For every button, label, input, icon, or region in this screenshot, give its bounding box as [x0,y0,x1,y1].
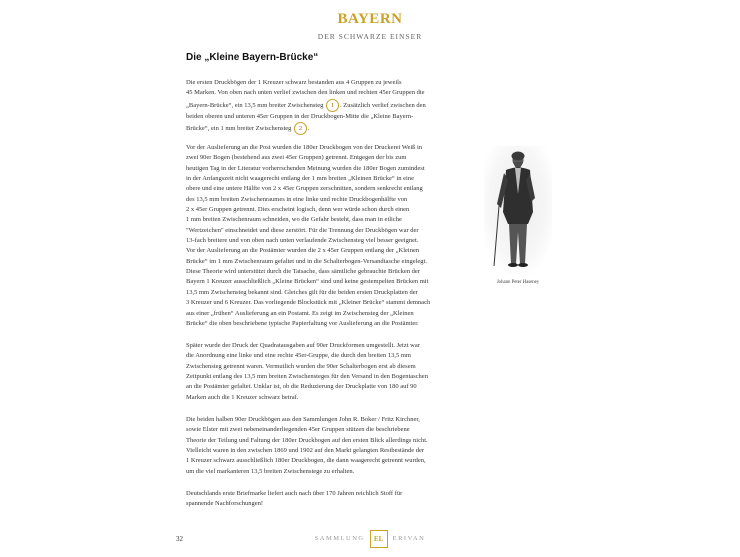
portrait-illustration [484,146,552,274]
text-line: um die viel markanteren 13,5 breiten Zwischenstege zu erhalten. [186,467,355,475]
text-line: heutigen Tag in der Literatur vorherrschenden Meinung wurden die 180er Bogen zumindest [186,164,425,172]
footer-brand-left: SAMMLUNG [314,535,365,542]
page-subtitle: DER SCHWARZE EINSER [317,32,423,41]
paragraph-separation [186,143,460,329]
text-line: obere und eine untere Hälfte von 2 x 45er Gruppen zerschnitten, sondern senkrecht entlang [186,185,423,193]
footer [0,527,740,548]
text-line: Vor der Auslieferung an die Postämter wurden die 2 x 45er Gruppen entlang der „Kleinen [186,247,420,255]
text-line: die Anordnung eine linke und eine rechte 45er-Gruppe, die durch den breiten 13,5 mm [186,352,411,360]
page-title: BAYERN [337,11,403,27]
text-line: Später wurde der Druck der Quadratausgaben auf 90er Druckformen umgestellt. Jetzt war [186,342,420,349]
paragraph-intro [186,78,460,135]
text-line: in der Anfangszeit nicht waagerecht entlang der 1 mm breiten „Kleinen Brücke“ in eine [186,175,414,183]
text-line: Die beiden halben 90er Druckbögen aus den Sammlungen John R. Boker / Fritz Kirchner, [186,416,420,423]
footer-brand-right: ERIVAN [392,535,426,542]
text-line: „Bayern-Brücke“, ein 13,5 mm breiter Zwischensteg 1 . Zusätzlich verlief zwischen den [186,99,460,112]
text-line: spannende Nachforschungen! [186,500,264,508]
section-heading: Die „Kleine Bayern-Brücke“ [186,52,319,63]
marker-2-badge: 2 [294,122,307,135]
marker-1-badge: 1 [326,99,339,112]
text-line: zwei 90er Bogen (bestehend aus zwei 45er Gruppen) getrennt. Entgegen der bis zum [186,154,407,162]
text-line: "Wertzeichen" einschneidet und diese zerstört. Für die Trennung der Druckbögen war der [186,226,419,234]
text-line: des 13,5 mm breiten Zwischenraumes in eine linke und rechte Druckbogenhälfte von [186,195,408,203]
paragraph-closing [186,489,460,510]
portrait-photo [484,146,552,274]
text-line: Vielleicht waren in den zwischen 1869 und 1902 auf den Markt gelangten Restbestände der [186,447,425,455]
text-line: 2 x 45er Gruppen getrennt. Dies erscheint logisch, denn wer würde schon durch einen [186,206,410,214]
text-line: Theorie der Teilung und Faltung der 180er Druckbogen auf den ersten Blick allerdings nicht. [186,436,428,444]
text-line: Zwischensteg getrennt waren. Vermutlich wurden die 90er Schalterbogen erst ab diesem [186,362,416,370]
text-line: Diese Theorie wird unterstützt durch die Tatsache, dass sämtliche gebrauchte Brücken der [186,268,420,276]
text-line: Vor der Auslieferung an die Post wurden die 180er Druckbogen von der Druckerei Weiß in [186,144,423,151]
paragraph-collections [186,415,460,477]
text-line: 45 Marken. Von oben nach unten verlief zwischen den linken und rechten 45er Gruppen die [186,89,425,97]
text-line: Bayern 1 Kreuzer ausschließlich „Kleine Brücken“ sind und keine gestempelten Brücken mit [186,278,429,286]
brand-logo-icon: EL [370,530,388,548]
text-line: Zeitpunkt entlang des 13,5 mm breiten Zwischensteges für den Versand in den Bogentaschen [186,373,428,381]
text-line: sowie Elster mit zwei nebeneinanderliegenden 45er Gruppen stützen die beschriebene [186,426,410,434]
text-line: 13-fach breitere und von oben nach unten verlaufende Zwischensteg viel besser geeignet. [186,237,419,245]
text-line: Marken auch die 1 Kreuzer schwarz betraf. [186,393,299,401]
text-line: 1 Kreuzer schwarz ausschließlich 180er Druckbogen, die dann waagerecht getrennt wurden, [186,457,426,465]
text-line: an die Postämter gefaltet. Unklar ist, ob die Reduzierung der Druckplatte von 180 auf 90 [186,383,417,391]
text-line: Deutschlands erste Briefmarke liefert auch nach über 170 Jahren reichlich Stoff für [186,490,403,497]
page-number: 32 [176,535,183,543]
text-line: 13,5 mm Zwischensteg bekannt sind. Gleiches gilt für die beiden ersten Druckplatten der [186,288,418,296]
paragraph-later-printing [186,341,460,403]
portrait-caption: Johann Peter Haseney [496,280,540,285]
text-line: aus einer „frühen“ Auslieferung an ein Postamt. Es zeigt im Zwischensteg der „Kleinen [186,309,414,317]
text-line: 1 mm breiten Zwischenraum schneiden, wo die Gefahr besteht, dass man in etliche [186,216,402,224]
text-line: Brücke“ im 1 mm Zwischenraum gefaltet und in die Schalterbogen-Versandtasche eingelegt. [186,257,427,265]
text-line: 3 Kreuzer und 6 Kreuzer. Das vorliegende Blockstück mit „Kleiner Brücke“ stammt demnach [186,299,431,307]
text-line: beiden oberen und unteren 45er Gruppen in der Druckbogen-Mitte die „Kleine Bayern- [186,112,414,120]
page-header [0,10,740,41]
text-line: Brücke“ die oben beschriebene typische Papierfaltung vor Auslieferung an die Postämter. [186,319,419,327]
text-line: Brücke“, ein 1 mm breiter Zwischensteg 2 . [186,122,460,135]
text-line: Die ersten Druckbögen der 1 Kreuzer schwarz bestanden aus 4 Gruppen zu jeweils [186,79,402,86]
